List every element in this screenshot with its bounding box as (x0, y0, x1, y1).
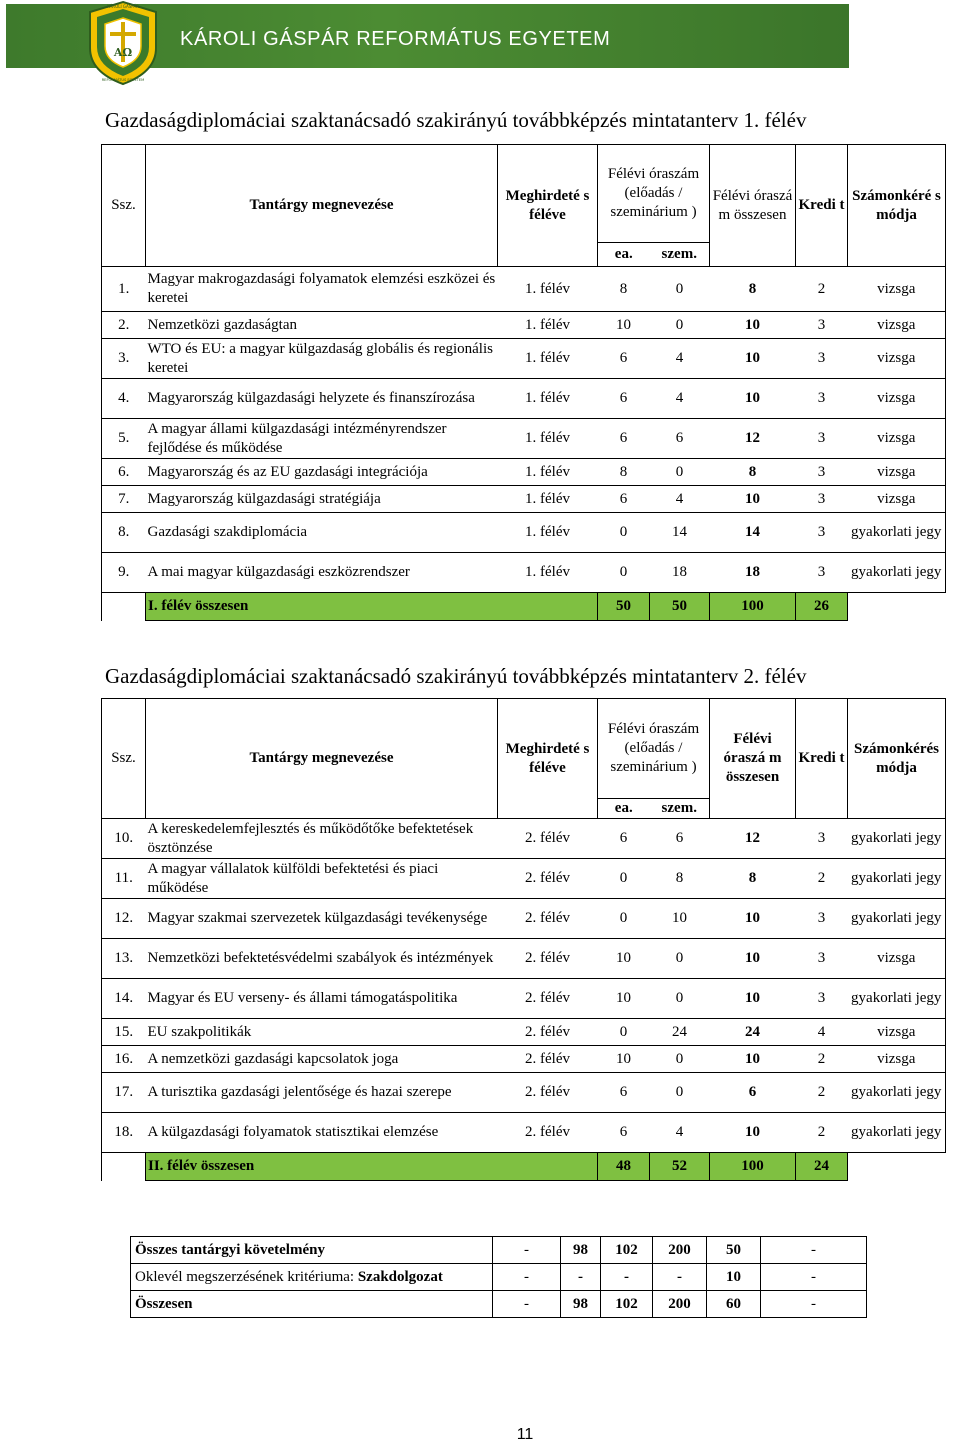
seminar-hours: 24 (650, 1019, 710, 1046)
subject-name: A külgazdasági folyamatok statisztikai elemzése (146, 1113, 498, 1153)
header-ssz: Ssz. (102, 145, 146, 267)
subject-name: Magyar makrogazdasági folyamatok elemzési eszközei és keretei (146, 267, 498, 312)
assessment-type: vizsga (848, 486, 946, 513)
row-number: 16. (102, 1046, 146, 1073)
header-total-hours: Félévi óraszá m összesen (710, 699, 796, 819)
lecture-hours: 6 (598, 819, 650, 859)
row-semester: 2. félév (498, 979, 598, 1019)
page-number: 11 (516, 1426, 534, 1443)
summary-row (131, 1291, 867, 1318)
total-hours: 12 (710, 419, 796, 459)
summary-cell: - (493, 1264, 561, 1291)
header-szem: szem. (650, 799, 710, 819)
lecture-hours: 6 (598, 1073, 650, 1113)
seminar-hours: 18 (650, 553, 710, 593)
seminar-hours: 10 (650, 899, 710, 939)
row-number: 6. (102, 459, 146, 486)
total-hours-sum: 100 (710, 1153, 796, 1181)
summary-label (131, 1264, 493, 1291)
row-number: 9. (102, 553, 146, 593)
credits: 2 (796, 1073, 848, 1113)
table-row (102, 379, 946, 419)
table-row (102, 939, 946, 979)
assessment-type: vizsga (848, 379, 946, 419)
header-credit: Kredi t (796, 699, 848, 819)
summary-cell: 50 (707, 1237, 761, 1264)
seminar-hours: 4 (650, 379, 710, 419)
assessment-type: vizsga (848, 339, 946, 379)
assessment-type: vizsga (848, 939, 946, 979)
credits: 3 (796, 312, 848, 339)
summary-cell: - (493, 1237, 561, 1264)
assessment-type: gyakorlati jegy (848, 1113, 946, 1153)
subject-name: A mai magyar külgazdasági eszközrendszer (146, 553, 498, 593)
credits: 3 (796, 939, 848, 979)
crest-top-text: KÁROLI GÁSPÁR (107, 4, 139, 9)
summary-label-bold: Összesen (135, 1295, 193, 1312)
semester-total-row (102, 593, 946, 621)
lecture-hours: 6 (598, 339, 650, 379)
summary-cell: - (601, 1264, 653, 1291)
subject-name: A kereskedelemfejlesztés és működőtőke befektetések ösztönzése (146, 819, 498, 859)
assessment-type: gyakorlati jegy (848, 553, 946, 593)
row-number: 7. (102, 486, 146, 513)
semester2-table (101, 698, 946, 1181)
subject-name: A magyar állami külgazdasági intézményrendszer fejlődése és működése (146, 419, 498, 459)
credits: 3 (796, 339, 848, 379)
total-hours: 10 (710, 486, 796, 513)
total-spacer-end (848, 593, 946, 621)
assessment-type: gyakorlati jegy (848, 819, 946, 859)
row-number: 12. (102, 899, 146, 939)
subject-name: Gazdasági szakdiplomácia (146, 513, 498, 553)
table-row (102, 1019, 946, 1046)
row-semester: 1. félév (498, 513, 598, 553)
summary-cell: 200 (653, 1291, 707, 1318)
header-semester: Meghirdeté s féléve (498, 699, 598, 819)
row-semester: 1. félév (498, 267, 598, 312)
row-semester: 1. félév (498, 419, 598, 459)
seminar-hours: 4 (650, 1113, 710, 1153)
total-hours: 10 (710, 312, 796, 339)
table-row (102, 1046, 946, 1073)
row-semester: 2. félév (498, 859, 598, 899)
summary-cell: - (761, 1291, 867, 1318)
lecture-hours: 6 (598, 486, 650, 513)
total-lecture-hours: 48 (598, 1153, 650, 1181)
subject-name: Magyar szakmai szervezetek külgazdasági tevékenysége (146, 899, 498, 939)
row-number: 18. (102, 1113, 146, 1153)
assessment-type: vizsga (848, 419, 946, 459)
lecture-hours: 10 (598, 939, 650, 979)
table-row (102, 1073, 946, 1113)
row-semester: 1. félév (498, 459, 598, 486)
crest-bottom-text: REFORMÁTUS EGYETEM (101, 78, 145, 82)
row-number: 11. (102, 859, 146, 899)
row-semester: 1. félév (498, 312, 598, 339)
subject-name: Nemzetközi gazdaságtan (146, 312, 498, 339)
row-number: 13. (102, 939, 146, 979)
row-number: 5. (102, 419, 146, 459)
header-hours: Félévi óraszám (előadás / szeminárium ) (598, 145, 710, 243)
seminar-hours: 0 (650, 1073, 710, 1113)
summary-cell: 10 (707, 1264, 761, 1291)
total-credits: 24 (796, 1153, 848, 1181)
table-row (102, 419, 946, 459)
semester2-rows (102, 819, 946, 1181)
table-row (102, 979, 946, 1019)
lecture-hours: 0 (598, 1019, 650, 1046)
assessment-type: gyakorlati jegy (848, 513, 946, 553)
summary-row (131, 1264, 867, 1291)
summary-cell: 102 (601, 1237, 653, 1264)
seminar-hours: 14 (650, 513, 710, 553)
header-assessment: Számonkérés módja (848, 699, 946, 819)
summary-cell: 200 (653, 1237, 707, 1264)
subject-name: A nemzetközi gazdasági kapcsolatok joga (146, 1046, 498, 1073)
row-semester: 2. félév (498, 899, 598, 939)
row-number: 10. (102, 819, 146, 859)
total-seminar-hours: 50 (650, 593, 710, 621)
seminar-hours: 0 (650, 1046, 710, 1073)
semester1-rows (102, 267, 946, 621)
summary-label-text: Oklevél megszerzésének kritériuma: (135, 1268, 358, 1285)
total-hours: 6 (710, 1073, 796, 1113)
total-hours: 10 (710, 339, 796, 379)
assessment-type: gyakorlati jegy (848, 979, 946, 1019)
total-hours: 10 (710, 1046, 796, 1073)
credits: 3 (796, 899, 848, 939)
assessment-type: vizsga (848, 459, 946, 486)
row-number: 14. (102, 979, 146, 1019)
total-hours: 24 (710, 1019, 796, 1046)
assessment-type: vizsga (848, 1019, 946, 1046)
total-hours: 10 (710, 979, 796, 1019)
row-semester: 1. félév (498, 379, 598, 419)
row-number: 1. (102, 267, 146, 312)
header-ssz: Ssz. (102, 699, 146, 819)
table-row (102, 486, 946, 513)
total-hours-sum: 100 (710, 593, 796, 621)
total-seminar-hours: 52 (650, 1153, 710, 1181)
summary-cell: - (653, 1264, 707, 1291)
row-semester: 1. félév (498, 553, 598, 593)
subject-name: Nemzetközi befektetésvédelmi szabályok és intézmények (146, 939, 498, 979)
summary-cell: 98 (561, 1237, 601, 1264)
semester2-title: Gazdaságdiplomáciai szaktanácsadó szakirányú továbbképzés mintatanterv 2. félév (105, 664, 807, 688)
header-ea: ea. (598, 243, 650, 267)
header-semester: Meghirdeté s féléve (498, 145, 598, 267)
lecture-hours: 6 (598, 379, 650, 419)
summary-rows (131, 1237, 867, 1318)
summary-cell: - (761, 1237, 867, 1264)
summary-cell: 98 (561, 1291, 601, 1318)
credits: 3 (796, 419, 848, 459)
row-semester: 2. félév (498, 1046, 598, 1073)
credits: 2 (796, 1113, 848, 1153)
row-semester: 1. félév (498, 339, 598, 379)
summary-row (131, 1237, 867, 1264)
assessment-type: gyakorlati jegy (848, 859, 946, 899)
summary-cell: - (761, 1264, 867, 1291)
total-hours: 10 (710, 1113, 796, 1153)
subject-name: Magyarország külgazdasági helyzete és finanszírozása (146, 379, 498, 419)
header-subject: Tantárgy megnevezése (146, 699, 498, 819)
row-number: 15. (102, 1019, 146, 1046)
seminar-hours: 0 (650, 979, 710, 1019)
row-semester: 2. félév (498, 1073, 598, 1113)
row-semester: 1. félév (498, 486, 598, 513)
lecture-hours: 0 (598, 899, 650, 939)
row-semester: 2. félév (498, 939, 598, 979)
university-crest-icon (86, 0, 160, 86)
header-credit: Kredi t (796, 145, 848, 267)
seminar-hours: 6 (650, 819, 710, 859)
summary-cell: - (561, 1264, 601, 1291)
lecture-hours: 0 (598, 553, 650, 593)
row-number: 2. (102, 312, 146, 339)
lecture-hours: 10 (598, 1046, 650, 1073)
table-row (102, 859, 946, 899)
lecture-hours: 10 (598, 312, 650, 339)
summary-table (130, 1236, 867, 1318)
row-number: 8. (102, 513, 146, 553)
total-credits: 26 (796, 593, 848, 621)
table-row (102, 819, 946, 859)
summary-label-bold: Összes tantárgyi követelmény (135, 1241, 325, 1258)
credits: 3 (796, 979, 848, 1019)
table-row (102, 513, 946, 553)
credits: 2 (796, 1046, 848, 1073)
total-hours: 14 (710, 513, 796, 553)
semester-total-row (102, 1153, 946, 1181)
row-number: 3. (102, 339, 146, 379)
subject-name: Magyarország külgazdasági stratégiája (146, 486, 498, 513)
summary-label (131, 1291, 493, 1318)
total-hours: 8 (710, 267, 796, 312)
header-total-hours: Félévi óraszá m összesen (710, 145, 796, 267)
summary-label (131, 1237, 493, 1264)
subject-name: A magyar vállalatok külföldi befektetési és piaci működése (146, 859, 498, 899)
total-hours: 10 (710, 939, 796, 979)
semester1-title: Gazdaságdiplomáciai szaktanácsadó szakirányú továbbképzés mintatanterv 1. félév (105, 108, 807, 132)
table-row (102, 553, 946, 593)
summary-cell: 60 (707, 1291, 761, 1318)
row-semester: 2. félév (498, 819, 598, 859)
summary-cell: - (493, 1291, 561, 1318)
lecture-hours: 0 (598, 513, 650, 553)
assessment-type: vizsga (848, 1046, 946, 1073)
university-name: KÁROLI GÁSPÁR REFORMÁTUS EGYETEM (180, 28, 611, 50)
total-label: I. félév összesen (146, 593, 598, 621)
lecture-hours: 6 (598, 419, 650, 459)
semester1-table (101, 144, 946, 621)
lecture-hours: 8 (598, 267, 650, 312)
lecture-hours: 10 (598, 979, 650, 1019)
crest-letters: AΩ (113, 46, 133, 59)
table-row (102, 1113, 946, 1153)
seminar-hours: 0 (650, 939, 710, 979)
total-spacer (102, 1153, 146, 1181)
table-row (102, 312, 946, 339)
credits: 3 (796, 819, 848, 859)
seminar-hours: 0 (650, 267, 710, 312)
table-row (102, 339, 946, 379)
total-label: II. félév összesen (146, 1153, 598, 1181)
seminar-hours: 0 (650, 312, 710, 339)
total-hours: 12 (710, 819, 796, 859)
total-hours: 8 (710, 459, 796, 486)
row-semester: 2. félév (498, 1019, 598, 1046)
header-ea: ea. (598, 799, 650, 819)
seminar-hours: 8 (650, 859, 710, 899)
credits: 3 (796, 553, 848, 593)
total-hours: 8 (710, 859, 796, 899)
header-hours: Félévi óraszám (előadás / szeminárium ) (598, 699, 710, 799)
header-assessment: Számonkéré s módja (848, 145, 946, 267)
row-semester: 2. félév (498, 1113, 598, 1153)
seminar-hours: 4 (650, 486, 710, 513)
total-spacer-end (848, 1153, 946, 1181)
subject-name: A turisztika gazdasági jelentősége és hazai szerepe (146, 1073, 498, 1113)
summary-cell: 102 (601, 1291, 653, 1318)
assessment-type: vizsga (848, 312, 946, 339)
seminar-hours: 6 (650, 419, 710, 459)
table-row (102, 899, 946, 939)
total-hours: 10 (710, 379, 796, 419)
subject-name: WTO és EU: a magyar külgazdaság globális és regionális keretei (146, 339, 498, 379)
header-subject: Tantárgy megnevezése (146, 145, 498, 267)
total-lecture-hours: 50 (598, 593, 650, 621)
assessment-type: gyakorlati jegy (848, 899, 946, 939)
lecture-hours: 0 (598, 859, 650, 899)
credits: 2 (796, 267, 848, 312)
total-hours: 18 (710, 553, 796, 593)
credits: 2 (796, 859, 848, 899)
summary-label-suffix: Szakdolgozat (357, 1268, 443, 1285)
credits: 3 (796, 486, 848, 513)
credits: 3 (796, 459, 848, 486)
assessment-type: vizsga (848, 267, 946, 312)
total-hours: 10 (710, 899, 796, 939)
seminar-hours: 0 (650, 459, 710, 486)
subject-name: Magyarország és az EU gazdasági integrációja (146, 459, 498, 486)
lecture-hours: 8 (598, 459, 650, 486)
subject-name: EU szakpolitikák (146, 1019, 498, 1046)
row-number: 17. (102, 1073, 146, 1113)
credits: 3 (796, 513, 848, 553)
row-number: 4. (102, 379, 146, 419)
header-szem: szem. (650, 243, 710, 267)
credits: 4 (796, 1019, 848, 1046)
lecture-hours: 6 (598, 1113, 650, 1153)
total-spacer (102, 593, 146, 621)
credits: 3 (796, 379, 848, 419)
subject-name: Magyar és EU verseny- és állami támogatáspolitika (146, 979, 498, 1019)
seminar-hours: 4 (650, 339, 710, 379)
table-row (102, 267, 946, 312)
table-row (102, 459, 946, 486)
assessment-type: gyakorlati jegy (848, 1073, 946, 1113)
